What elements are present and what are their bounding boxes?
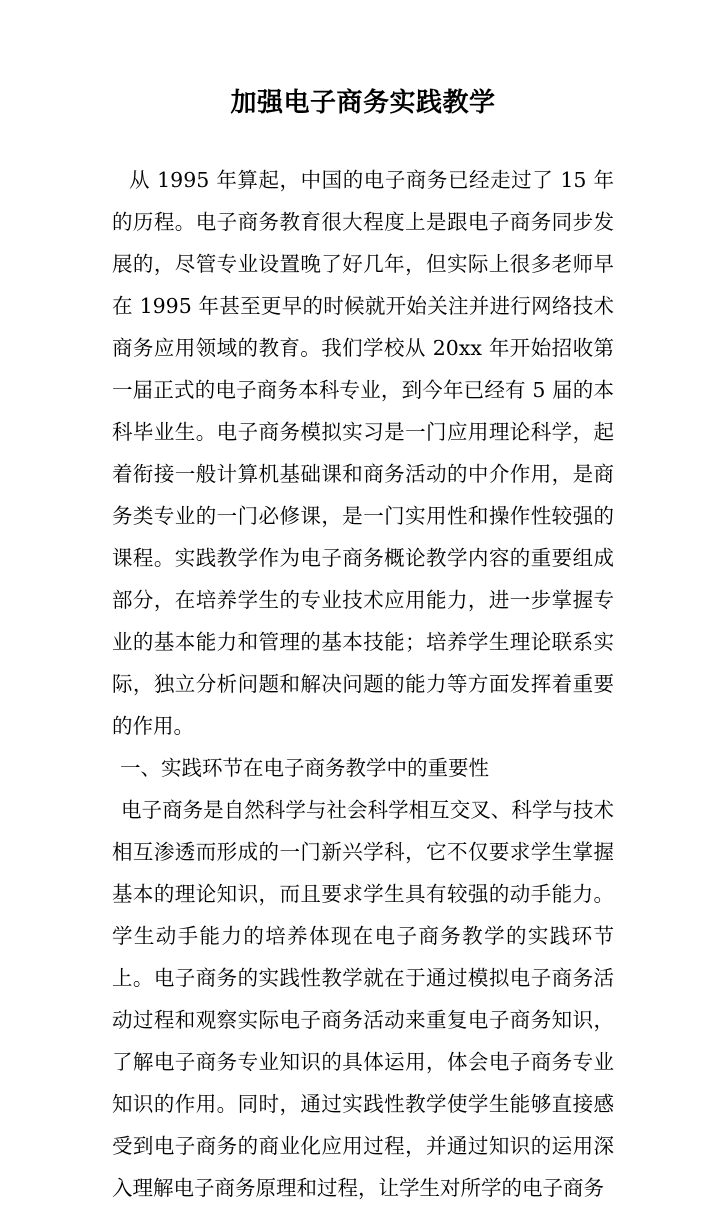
page-content-area bbox=[112, 0, 614, 1209]
document-body bbox=[112, 120, 614, 1209]
paragraph-section-one-body: 电子商务是自然科学与社会科学相互交叉、科学与技术相互渗透而形成的一门新兴学科，它不仅要求学生掌握基本的理论知识，而且要求学生具有较强的动手能力。学生动手能力的培养体现在电子商务教学的实践环节上。电子商务的实践性教学就在于通过模拟电子商务活动过程和观察实际电子商务活动来重复电子商务知识，了解电子商务专业知识的具体运用，体会电子商务专业知识的作用。同时，通过实践性教学使学生能够直接感受到电子商务的商业化应用过程，并通过知识的运用深入理解电子商务原理和过程，让学生对所学的电子商务 bbox=[112, 798, 614, 1200]
paragraph-intro: 从 1995 年算起，中国的电子商务已经走过了 15 年的历程。电子商务教育很大程度上是跟电子商务同步发展的，尽管专业设置晚了好几年，但实际上很多老师早在 1995 年甚至更早的时候就开始关注并进行网络技术商务应用领域的教育。我们学校从 20xx 年开始招收第一届正式的电子商务本科专业，到今年已经有 5 届的本科毕业生。电子商务模拟实习是一门应用理论科学，起着衔接一般计算机基础课和商务活动的中介作用，是商务类专业的一门必修课，是一门实用性和操作性较强的课程。实践教学作为电子商务概论教学内容的重要组成部分，在培养学生的专业技术应用能力，进一步掌握专业的基本能力和管理的基本技能；培养学生理论联系实际，独立分析问题和解决问题的能力等方面发挥着重要的作用。 bbox=[112, 168, 614, 738]
page-title: 加强电子商务实践教学 bbox=[230, 88, 496, 118]
section-heading-one: 一、实践环节在电子商务教学中的重要性 bbox=[120, 756, 489, 780]
